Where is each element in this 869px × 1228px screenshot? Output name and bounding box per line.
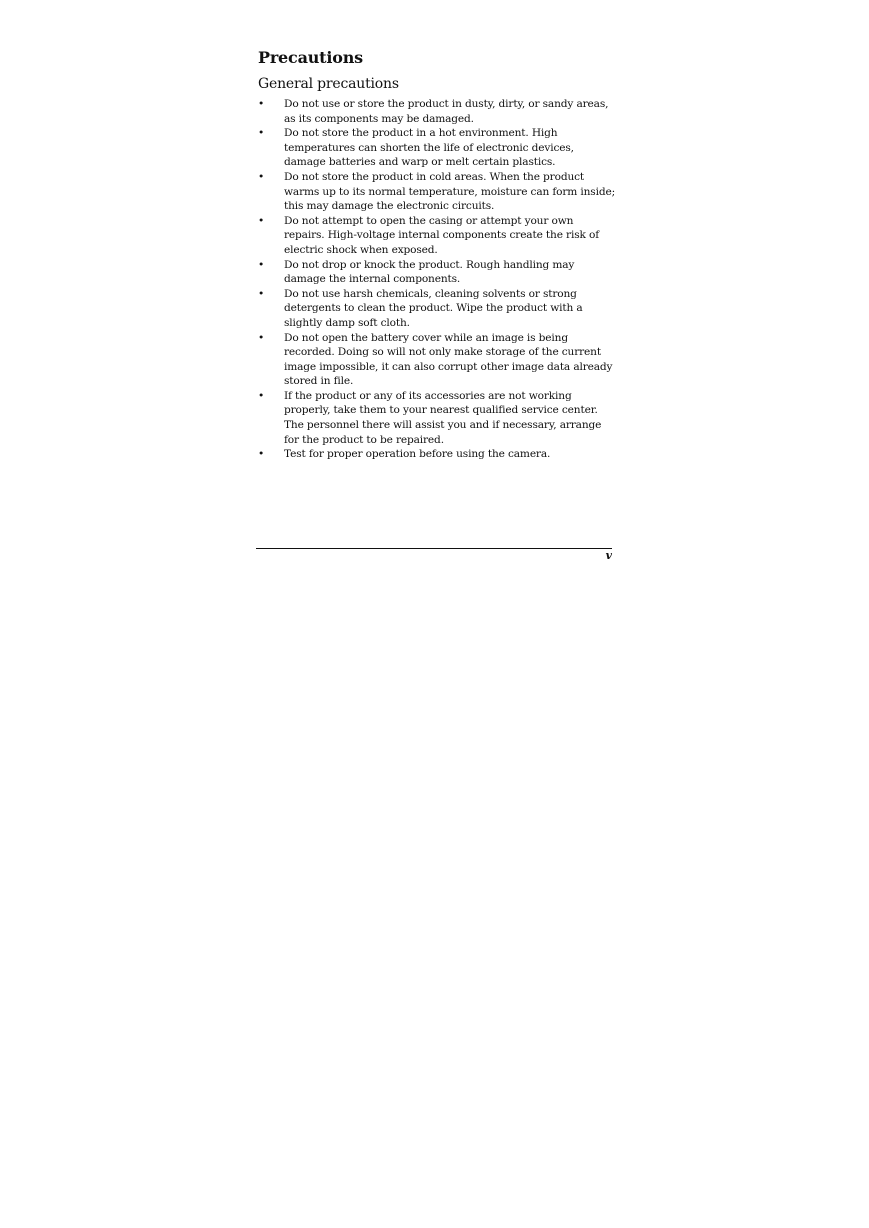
bullet-icon: • (258, 127, 265, 140)
list-item-text: Do not drop or knock the product. Rough handling may damage the internal components. (284, 258, 575, 286)
bullet-icon: • (258, 448, 265, 461)
list-item-text: Do not use or store the product in dusty, dirty, or sandy areas, as its components may be damaged. (284, 98, 609, 125)
bullet-icon: • (258, 214, 265, 227)
list-item (258, 287, 616, 331)
precautions-list (258, 97, 616, 462)
list-item (258, 214, 616, 258)
bullet-icon: • (258, 389, 265, 402)
list-item-text: Do not store the product in cold areas. When the product warms up to its normal temperature, moisture can form inside; this may damage the electronic circuits. (284, 170, 616, 213)
list-item-text: Do not open the battery cover while an image is being recorded. Doing so will not only make storage of the current image impossible, it can also corrupt other image data already stored in file. (284, 331, 613, 388)
bullet-icon: • (258, 170, 265, 183)
bullet-icon: • (258, 287, 265, 300)
page-title: Precautions (258, 48, 363, 67)
list-item (258, 447, 616, 462)
section-subtitle: General precautions (258, 76, 399, 92)
list-item (258, 170, 616, 214)
list-item (258, 389, 616, 447)
list-item (258, 258, 616, 287)
bullet-icon: • (258, 258, 265, 271)
list-item (258, 126, 616, 170)
bullet-icon: • (258, 331, 265, 344)
list-item-text: Do not attempt to open the casing or attempt your own repairs. High-voltage internal components create the risk of electric shock when exposed. (284, 214, 599, 256)
list-item (258, 331, 616, 389)
list-item-text: Do not store the product in a hot environment. High temperatures can shorten the life of electronic devices, damage batteries and warp or melt certain plastics. (284, 127, 574, 169)
precautions-section (258, 48, 616, 462)
bullet-icon: • (258, 98, 265, 110)
footer-divider (256, 548, 612, 549)
list-item (258, 97, 616, 126)
list-item-text: Do not use harsh chemicals, cleaning solvents or strong detergents to clean the product. Wipe the product with a slightly damp soft cloth. (284, 287, 583, 329)
page-number: v (605, 549, 612, 562)
list-item-text: Test for proper operation before using the camera. (284, 448, 551, 461)
list-item-text: If the product or any of its accessories are not working properly, take them to your nearest qualified service center. The personnel there will assist you and if necessary, arrange for the product to be repaired. (284, 389, 602, 446)
